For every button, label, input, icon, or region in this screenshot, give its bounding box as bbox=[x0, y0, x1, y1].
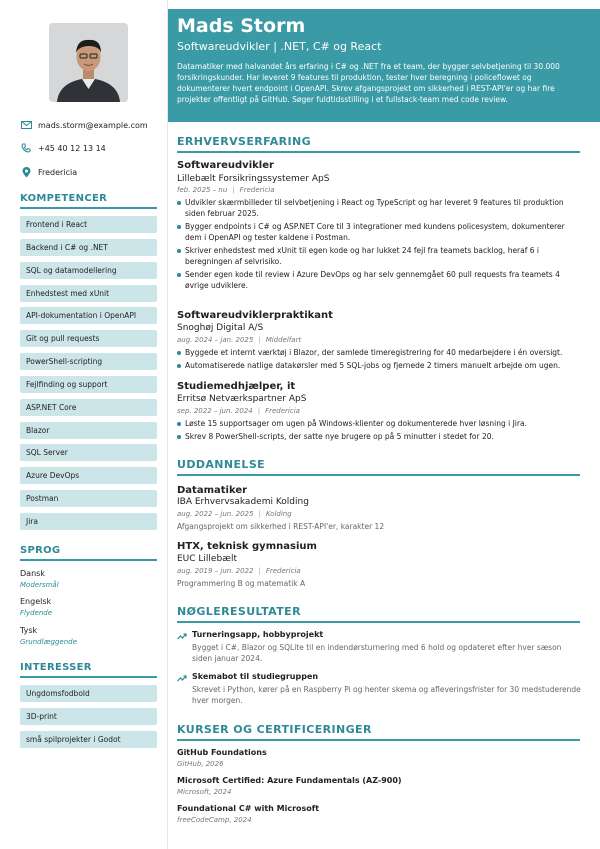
education-meta: aug. 2022 – jun. 2025 | Kolding bbox=[177, 510, 292, 518]
result-description: Bygget i C#, Blazor og SQLite til en indendørsturnering med 6 hold og opdateret efter hver sæson siden januar 2024. bbox=[192, 643, 562, 663]
course-title: Foundational C# with Microsoft bbox=[177, 804, 320, 813]
competency-chip: SQL Server bbox=[20, 444, 157, 461]
profile-summary: Datamatiker med halvandet års erfaring i C# og .NET fra et team, der bygger selvbetjening til 30.000 forsikringskunder. Har leveret 9 features til produktion, tester hver beregning i policeflowet og dokumenterer hvert endpoint i OpenAPI. Skrev afgangsprojekt om sikkerhed i REST-API'er og har fire projekter offentligt på GitHub. Søger fuldtidsstilling i et fullstack-team med code review. bbox=[177, 62, 560, 104]
competency-chip: Azure DevOps bbox=[20, 467, 157, 484]
education-note: Afgangsprojekt om sikkerhed i REST-API'er, karakter 12 bbox=[177, 522, 385, 531]
job-bullets bbox=[177, 197, 582, 293]
education-note: Programmering B og matematik A bbox=[177, 579, 306, 588]
job-location: Fredericia bbox=[265, 407, 300, 415]
course-meta: freeCodeCamp, 2024 bbox=[177, 816, 252, 824]
job-bullet: Sender egen kode til review i Azure DevOps og har selv gennemgået 60 pull requests fra teamets 4 øvrige udviklere. bbox=[177, 269, 582, 291]
competency-chip: Fejlfinding og support bbox=[20, 376, 157, 393]
trending-up-icon bbox=[177, 674, 187, 682]
job-company: Lillebælt Forsikringssystemer ApS bbox=[177, 174, 330, 184]
job-title: Softwareudviklerpraktikant bbox=[177, 310, 333, 321]
job-bullet: Byggede et internt værktøj i Blazor, der samlede timeregistrering for 40 medarbejdere i én oversigt. bbox=[177, 347, 582, 358]
phone-text: +45 40 12 13 14 bbox=[38, 143, 106, 153]
education-dates: aug. 2022 – jun. 2025 bbox=[177, 510, 254, 518]
competency-chip: Blazor bbox=[20, 422, 157, 439]
course-meta: Microsoft, 2024 bbox=[177, 788, 232, 796]
email-text: mads.storm@example.com bbox=[38, 120, 148, 130]
job-location: Middelfart bbox=[265, 336, 302, 344]
language-level: Modersmål bbox=[20, 581, 59, 589]
contact-phone[interactable] bbox=[20, 143, 106, 153]
job-company: Snoghøj Digital A/S bbox=[177, 323, 264, 333]
job-bullet: Løste 15 supportsager om ugen på Windows-klienter og dokumenterede hver løsning i Jira. bbox=[177, 418, 582, 429]
job-location: Fredericia bbox=[239, 186, 275, 194]
language-level: Grundlæggende bbox=[20, 638, 77, 646]
interest-chip: Ungdomsfodbold bbox=[20, 685, 157, 702]
competency-chip: ASP.NET Core bbox=[20, 399, 157, 416]
job-company: Erritsø Netværkspartner ApS bbox=[177, 394, 307, 404]
education-location: Kolding bbox=[265, 510, 292, 518]
education-school: EUC Lillebælt bbox=[177, 554, 238, 564]
education-heading: UDDANNELSE bbox=[177, 458, 580, 476]
result-title: Skemabot til studiegruppen bbox=[192, 672, 319, 681]
education-degree: Datamatiker bbox=[177, 485, 248, 496]
competency-chip: Backend i C# og .NET bbox=[20, 239, 157, 256]
education-dates: aug. 2019 – jun. 2022 bbox=[177, 567, 254, 575]
result-title: Turneringsapp, hobbyprojekt bbox=[192, 630, 324, 639]
education-degree: HTX, teknisk gymnasium bbox=[177, 541, 317, 552]
courses-heading: KURSER OG CERTIFICERINGER bbox=[177, 723, 580, 741]
contact-email[interactable] bbox=[20, 120, 148, 130]
phone-icon bbox=[20, 143, 32, 153]
location-text: Fredericia bbox=[38, 167, 78, 177]
job-title: Softwareudvikler bbox=[177, 160, 274, 171]
contact-location bbox=[20, 167, 77, 177]
person-title: Softwareudvikler | .NET, C# og React bbox=[177, 40, 382, 53]
person-name: Mads Storm bbox=[177, 15, 306, 37]
job-meta: feb. 2025 – nu | Fredericia bbox=[177, 186, 275, 194]
languages-heading: SPROG bbox=[20, 545, 157, 561]
job-meta: aug. 2024 – jan. 2025 | Middelfart bbox=[177, 336, 302, 344]
competency-chip: API-dokumentation i OpenAPI bbox=[20, 307, 157, 324]
interest-chip: 3D-print bbox=[20, 708, 157, 725]
competency-chip: Enhedstest med xUnit bbox=[20, 285, 157, 302]
profile-photo bbox=[49, 23, 128, 102]
job-bullet: Bygger endpoints i C# og ASP.NET Core til 3 integrationer med kundens policesystem, dokumenterer dem i OpenAPI og tester kaldene i Postman. bbox=[177, 221, 582, 243]
course-title: Microsoft Certified: Azure Fundamentals (AZ-900) bbox=[177, 776, 402, 785]
experience-heading: ERHVERVSERFARING bbox=[177, 135, 580, 153]
education-meta: aug. 2019 – jun. 2022 | Fredericia bbox=[177, 567, 301, 575]
interests-heading: INTERESSER bbox=[20, 662, 157, 678]
location-pin-icon bbox=[20, 167, 32, 177]
job-meta: sep. 2022 – jun. 2024 | Fredericia bbox=[177, 407, 300, 415]
job-title: Studiemedhjælper, it bbox=[177, 381, 296, 392]
mail-icon bbox=[20, 120, 32, 130]
competency-chip: Postman bbox=[20, 490, 157, 507]
language-name: Dansk bbox=[20, 569, 45, 578]
trending-up-icon bbox=[177, 632, 187, 640]
education-location: Fredericia bbox=[265, 567, 301, 575]
course-meta: GitHub, 2026 bbox=[177, 760, 224, 768]
competency-chip: Jira bbox=[20, 513, 157, 530]
job-bullet: Automatiserede natlige datakørsler med 5 SQL-jobs og fjernede 2 timers manuelt arbejde om ugen. bbox=[177, 360, 582, 371]
competency-chip: Git og pull requests bbox=[20, 330, 157, 347]
language-level: Flydende bbox=[20, 609, 53, 617]
language-name: Tysk bbox=[20, 626, 38, 635]
education-school: IBA Erhvervsakademi Kolding bbox=[177, 497, 309, 507]
job-dates: aug. 2024 – jan. 2025 bbox=[177, 336, 254, 344]
interest-chip: små spilprojekter i Godot bbox=[20, 731, 157, 748]
competency-chip: SQL og datamodellering bbox=[20, 262, 157, 279]
job-dates: feb. 2025 – nu bbox=[177, 186, 228, 194]
competencies-heading: KOMPETENCER bbox=[20, 193, 157, 209]
competency-chip: PowerShell-scripting bbox=[20, 353, 157, 370]
competency-chip: Frontend i React bbox=[20, 216, 157, 233]
results-heading: NØGLERESULTATER bbox=[177, 605, 580, 623]
result-description: Skrevet i Python, kører på en Raspberry Pi og henter skema og afleveringsfrister for 30 medstuderende hver morgen. bbox=[192, 685, 581, 705]
job-dates: sep. 2022 – jun. 2024 bbox=[177, 407, 253, 415]
job-bullet: Skrev 8 PowerShell-scripts, der satte nye brugere op på 5 minutter i stedet for 20. bbox=[177, 431, 582, 442]
job-bullets bbox=[177, 347, 582, 373]
job-bullet: Skriver enhedstest med xUnit til egen kode og har lukket 24 fejl fra teamets backlog, heraf 6 i beregningen af selvrisiko. bbox=[177, 245, 582, 267]
job-bullets bbox=[177, 418, 582, 444]
job-bullet: Udvikler skærmbilleder til selvbetjening i React og TypeScript og har leveret 9 features til produktion siden februar 2025. bbox=[177, 197, 582, 219]
course-title: GitHub Foundations bbox=[177, 748, 267, 757]
header-banner bbox=[168, 9, 600, 122]
language-name: Engelsk bbox=[20, 597, 52, 606]
sidebar bbox=[0, 0, 168, 849]
